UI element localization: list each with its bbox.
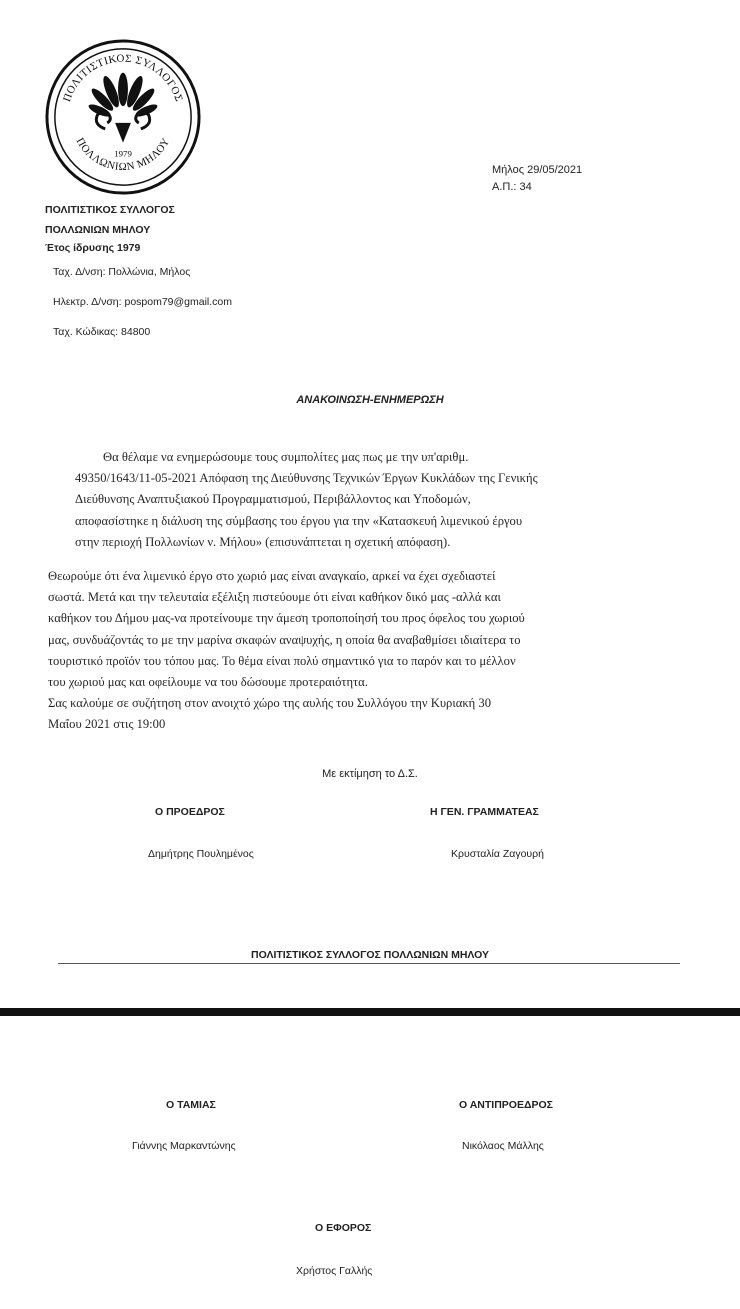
email-address: Ηλεκτρ. Δ/νση: pospom79@gmail.com	[53, 296, 233, 308]
secretary-role: Η ΓΕΝ. ΓΡΑΜΜΑΤΕΑΣ	[430, 806, 539, 818]
postal-address: Ταχ. Δ/νση: Πολλώνια, Μήλος	[53, 266, 191, 278]
paragraph-line: αποφασίστηκε η διάλυση της σύμβασης του έργου για την «Κατασκευή λιμενικού έργου	[75, 513, 523, 528]
paragraph-line: Σας καλούμε σε συζήτηση στον ανοιχτό χώρο της αυλής του Συλλόγου την Κυριακή 30	[48, 696, 492, 711]
secretary-name: Κρυσταλία Ζαγουρή	[451, 848, 544, 860]
paragraph-1	[75, 447, 635, 553]
closing-greeting: Με εκτίμηση το Δ.Σ.	[322, 768, 418, 780]
protocol-number: Α.Π.: 34	[492, 181, 532, 193]
auditor-role: Ο ΕΦΟΡΟΣ	[315, 1222, 372, 1234]
vice-president-role: Ο ΑΝΤΙΠΡΟΕΔΡΟΣ	[459, 1099, 553, 1111]
president-name: Δημήτρης Πουλημένος	[148, 848, 254, 860]
logo-arc-bottom-text: ΠΟΛΛΩΝΙΩΝ ΜΗΛΟΥ	[73, 135, 173, 174]
document-date: Μήλος 29/05/2021	[492, 164, 583, 176]
paragraph-line: στην περιοχή Πολλωνίων ν. Μήλου» (επισυνάπτεται η σχετική απόφαση).	[75, 534, 451, 549]
auditor-name: Χρήστος Γαλλής	[296, 1265, 373, 1277]
paragraph-2	[48, 566, 648, 736]
page-separator	[0, 1008, 740, 1016]
paragraph-line: Διεύθυνσης Αναπτυξιακού Προγραμματισμού, Περιβάλλοντος και Υποδομών,	[75, 492, 471, 507]
paragraph-line: 49350/1643/11-05-2021 Απόφαση της Διεύθυνσης Τεχνικών Έργων Κυκλάδων της Γενικής	[75, 471, 538, 486]
treasurer-name: Γιάννης Μαρκαντώνης	[132, 1140, 236, 1152]
treasurer-role: Ο ΤΑΜΙΑΣ	[166, 1099, 216, 1111]
president-role: Ο ΠΡΟΕΔΡΟΣ	[155, 806, 225, 818]
paragraph-line: μας, συνδυάζοντάς το με την μαρίνα σκαφών αναψυχής, η οποία θα αναβαθμίσει ιδιαίτερα το	[48, 632, 521, 647]
logo-arc-top-text: ΠΟΛΙΤΙΣΤΙΚΟΣ ΣΥΛΛΟΓΟΣ	[61, 52, 185, 104]
announcement-title: ΑΝΑΚΟΙΝΩΣΗ-ΕΝΗΜΕΡΩΣΗ	[296, 394, 444, 406]
paragraph-line: τουριστικό προϊόν του τόπου μας. Το θέμα είναι πολύ σημαντικό για το παρόν και το μέλλον	[48, 653, 516, 668]
paragraph-line: Μαΐου 2021 στις 19:00	[48, 717, 166, 732]
logo-year: 1979	[114, 148, 132, 159]
association-logo	[44, 38, 202, 196]
footer-org-name: ΠΟΛΙΤΙΣΤΙΚΟΣ ΣΥΛΛΟΓΟΣ ΠΟΛΛΩΝΙΩΝ ΜΗΛΟΥ	[250, 949, 490, 961]
paragraph-line: Θεωρούμε ότι ένα λιμενικό έργο στο χωριό μας είναι αναγκαίο, αρκεί να έχει σχεδιαστεί	[48, 569, 496, 583]
founded-year: Έτος ίδρυσης 1979	[45, 242, 141, 254]
paragraph-line: σωστά. Μετά και την τελευταία εξέλιξη πιστεύουμε ότι είναι καθήκον δικό μας -αλλά και	[48, 590, 501, 605]
paragraph-line: Θα θέλαμε να ενημερώσουμε τους συμπολίτες μας πως με την υπ'αριθμ.	[103, 450, 469, 464]
palmette-emblem	[87, 73, 159, 143]
paragraph-line: καθήκον του Δήμου μας-να προτείνουμε την άμεση τροποποίησή του προς όφελος του χωριού	[48, 611, 525, 626]
paragraph-line: του χωριού μας και οφείλουμε να του δώσουμε προτεραιότητα.	[48, 675, 368, 690]
postal-code: Ταχ. Κώδικας: 84800	[53, 326, 151, 338]
org-name-line2: ΠΟΛΛΩΝΙΩΝ ΜΗΛΟΥ	[45, 224, 151, 236]
org-name-line1: ΠΟΛΙΤΙΣΤΙΚΟΣ ΣΥΛΛΟΓΟΣ	[45, 204, 175, 216]
footer-divider	[58, 963, 680, 964]
vice-president-name: Νικόλαος Μάλλης	[462, 1140, 544, 1152]
